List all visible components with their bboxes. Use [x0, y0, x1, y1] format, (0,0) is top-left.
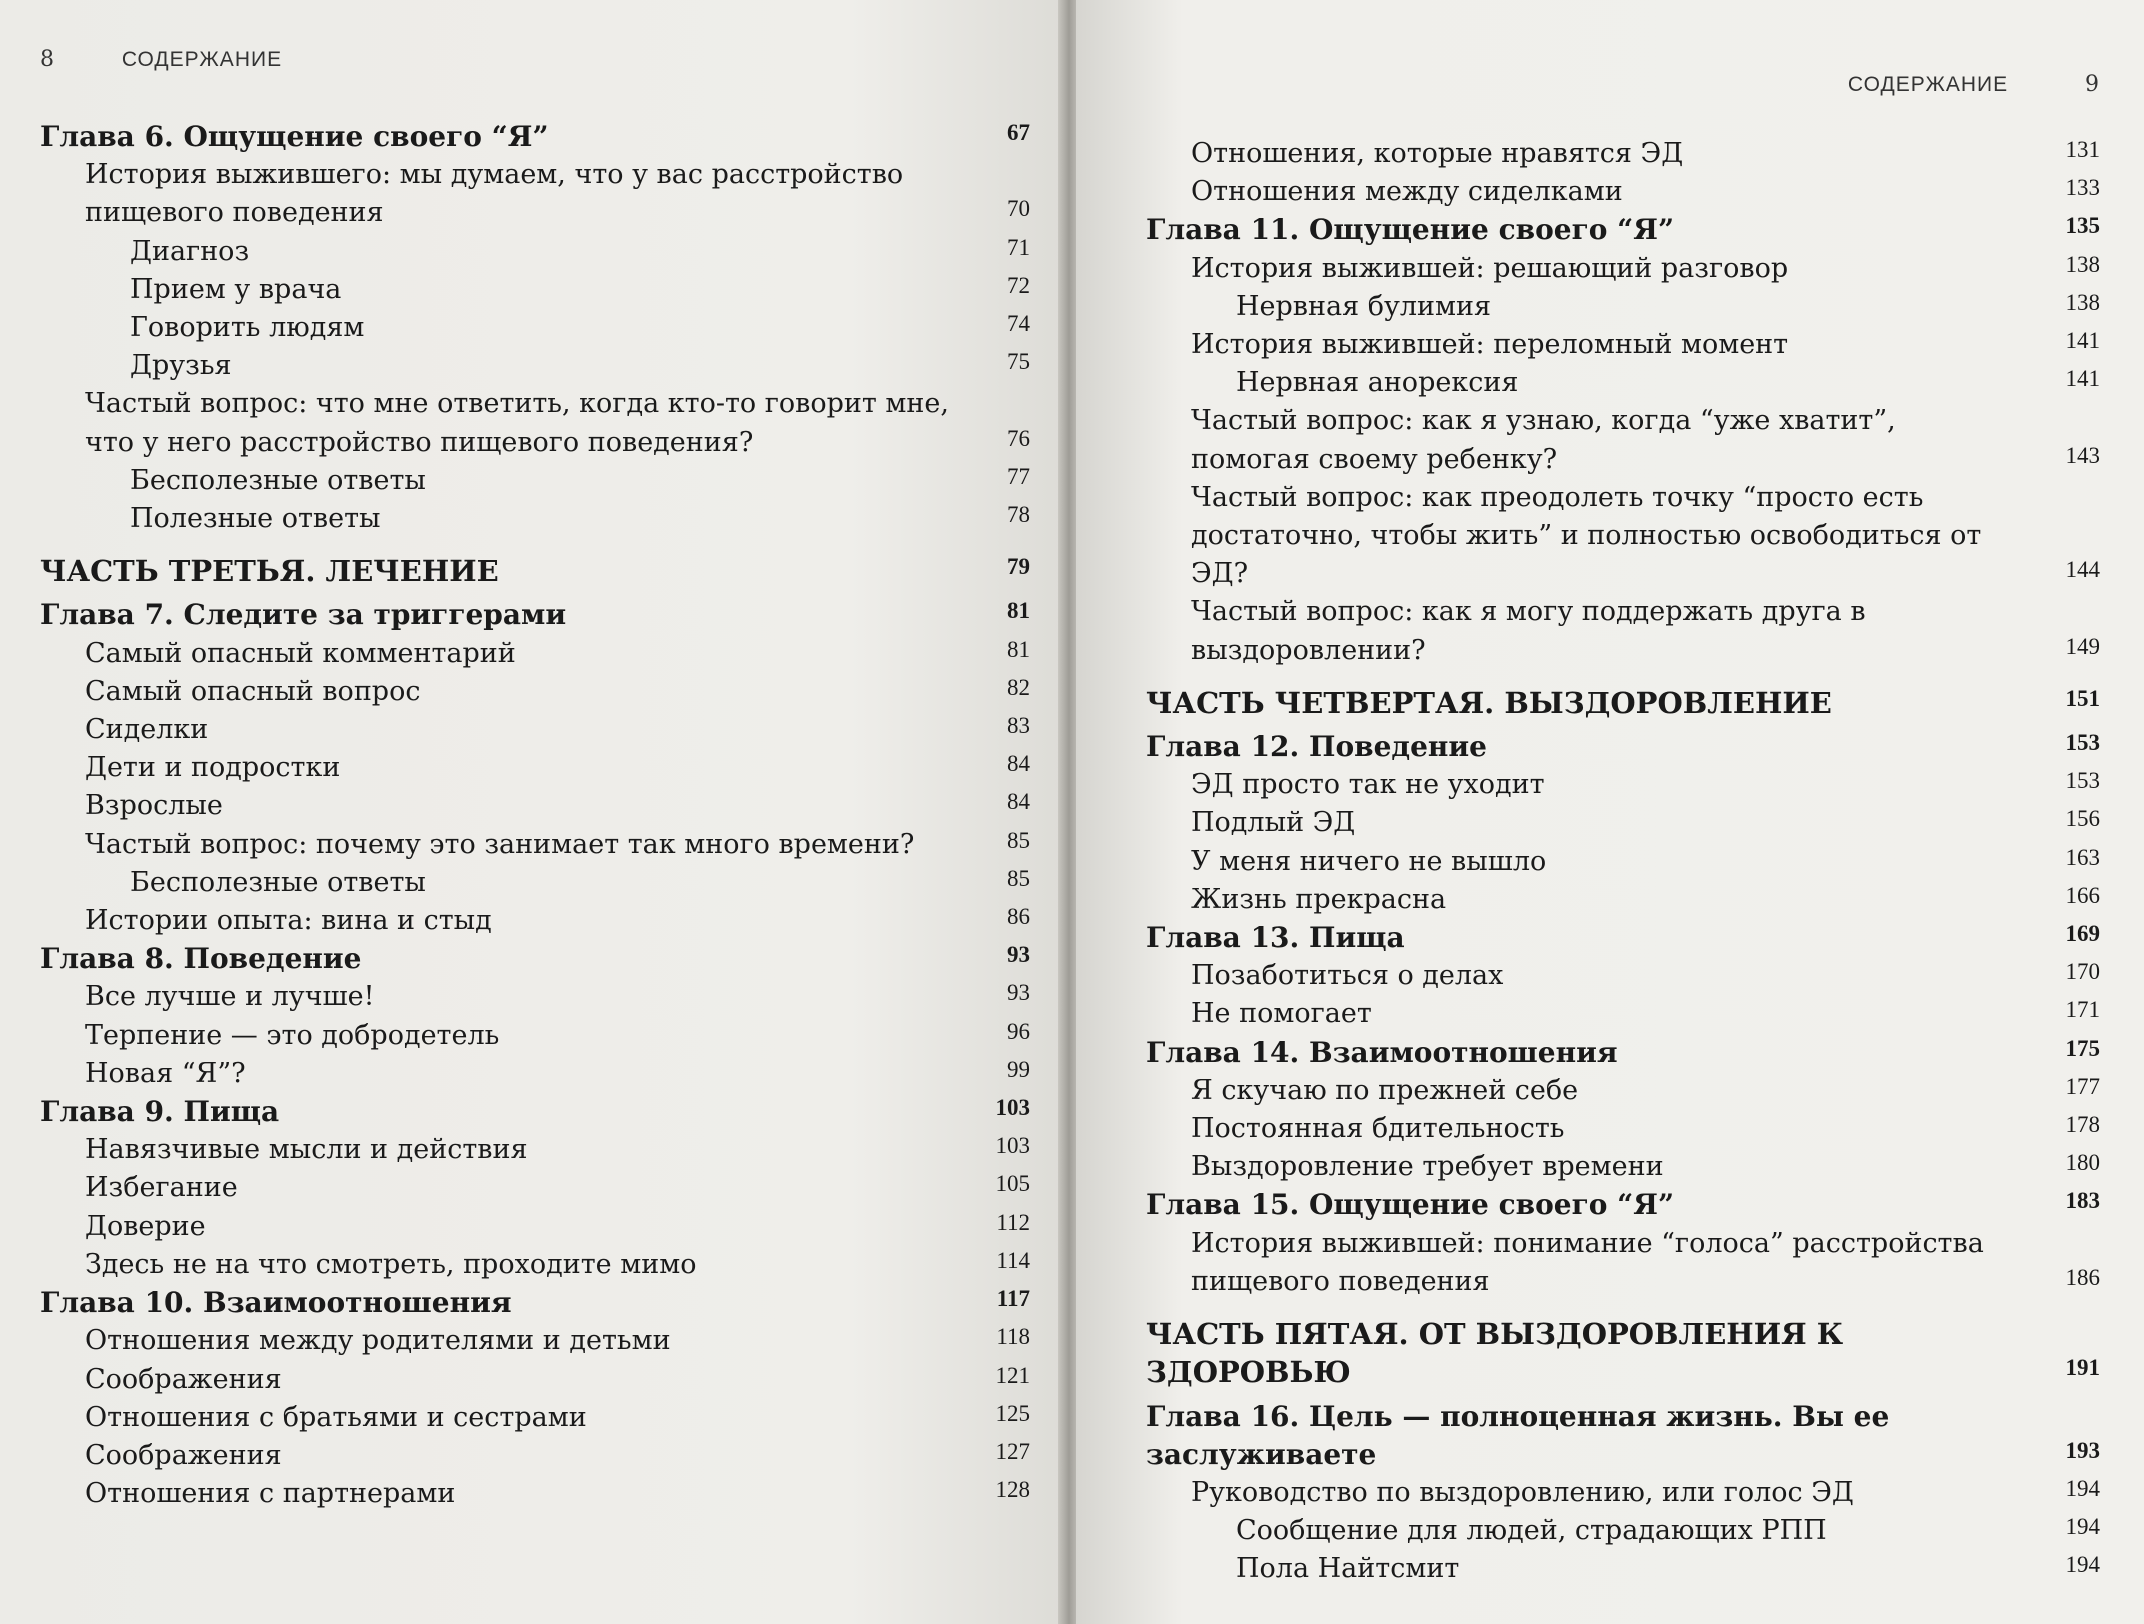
toc-entry-page: 67: [1007, 120, 1030, 145]
toc-entry: [1146, 402, 2100, 478]
toc-entry-title: Истории опыта: вина и стыд: [85, 905, 492, 937]
toc-entry-title: Говорить людям: [130, 312, 365, 344]
toc-entry-title: Все лучше и лучше!: [85, 981, 375, 1013]
toc-entry: [40, 635, 1030, 673]
toc-entry-title: Выздоровление требует времени: [1191, 1151, 1664, 1183]
toc-entry: [40, 673, 1030, 711]
toc-part-entry: [40, 552, 1030, 590]
toc-entry-title: История выжившего: мы думаем, что у вас расстройство пищевого поведения: [85, 159, 904, 229]
toc-entry-page: 138: [2065, 251, 2100, 277]
toc-chapter-entry: [1146, 1034, 2100, 1072]
toc-entry: [40, 1131, 1030, 1169]
toc-entry-title: ЭД просто так не уходит: [1191, 769, 1545, 801]
toc-entry-page: 153: [2065, 730, 2100, 756]
toc-entry-page: 118: [996, 1324, 1030, 1350]
toc-entry-title: ЧАСТЬ ТРЕТЬЯ. ЛЕЧЕНИЕ: [40, 554, 499, 589]
toc-entry-page: 135: [2065, 213, 2100, 239]
toc-entry: [40, 711, 1030, 749]
toc-entry: [1146, 1072, 2100, 1110]
toc-entry-title: История выжившей: понимание “голоса” расстройства пищевого поведения: [1191, 1227, 1984, 1297]
toc-entry-page: 85: [1007, 827, 1030, 853]
toc-entry-title: Глава 11. Ощущение своего “Я”: [1146, 213, 1675, 247]
toc-entry: [40, 500, 1030, 538]
toc-entry-page: 78: [1007, 502, 1030, 528]
right-toc: [1146, 135, 2100, 1589]
toc-entry-title: Самый опасный комментарий: [85, 637, 516, 669]
toc-entry: [1146, 326, 2100, 364]
toc-chapter-entry: [1146, 1186, 2100, 1224]
toc-entry-page: 105: [995, 1171, 1030, 1197]
toc-entry-title: Друзья: [130, 350, 232, 382]
toc-entry: [40, 1399, 1030, 1437]
toc-entry-title: Полезные ответы: [130, 503, 381, 535]
toc-entry-page: 72: [1007, 272, 1030, 298]
toc-entry-title: Глава 15. Ощущение своего “Я”: [1146, 1188, 1675, 1222]
toc-entry: [40, 309, 1030, 347]
toc-entry: [40, 1169, 1030, 1207]
toc-entry-title: Глава 6. Ощущение своего “Я”: [40, 120, 549, 153]
toc-entry-page: 133: [2065, 175, 2100, 201]
toc-entry-title: Глава 16. Цель — полноценная жизнь. Вы ее заслуживаете: [1146, 1399, 1890, 1471]
toc-entry: [1146, 957, 2100, 995]
toc-entry-page: 141: [2065, 366, 2100, 392]
toc-entry-page: 76: [1007, 425, 1030, 451]
toc-entry-title: Глава 10. Взаимоотношения: [40, 1286, 512, 1320]
toc-chapter-entry: [1146, 1398, 2100, 1474]
left-page-number: 8: [40, 47, 55, 72]
toc-entry-page: 193: [2065, 1437, 2100, 1463]
toc-entry-title: Я скучаю по прежней себе: [1191, 1074, 1579, 1106]
toc-entry-page: 121: [995, 1362, 1030, 1388]
toc-entry: [40, 271, 1030, 309]
toc-entry-page: 103: [995, 1095, 1030, 1121]
toc-entry-title: Избегание: [85, 1172, 238, 1204]
toc-entry-title: Навязчивые мысли и действия: [85, 1134, 528, 1166]
toc-entry-page: 151: [2065, 685, 2100, 711]
toc-entry-page: 125: [995, 1400, 1030, 1426]
toc-entry-title: Глава 8. Поведение: [40, 942, 362, 976]
toc-entry-page: 79: [1007, 554, 1030, 580]
toc-entry-title: Частый вопрос: что мне ответить, когда кто-то говорит мне, что у него расстройство пищевого поведения?: [85, 388, 949, 458]
toc-entry-title: Позаботиться о делах: [1191, 960, 1504, 992]
toc-entry-title: Подлый ЭД: [1191, 807, 1356, 839]
toc-entry-page: 141: [2065, 328, 2100, 354]
toc-entry: [1146, 135, 2100, 173]
toc-entry-title: Нервная булимия: [1236, 290, 1492, 322]
toc-entry-title: ЧАСТЬ ЧЕТВЕРТАЯ. ВЫЗДОРОВЛЕНИЕ: [1146, 685, 1832, 720]
toc-entry: [40, 749, 1030, 787]
right-page: [1076, 0, 2144, 1624]
toc-entry-page: 169: [2065, 921, 2100, 947]
toc-entry-page: 138: [2065, 289, 2100, 315]
toc-entry: [1146, 479, 2100, 594]
left-running-head: СОДЕРЖАНИЕ: [121, 48, 283, 71]
left-running-header: [40, 47, 282, 72]
toc-entry-title: Бесполезные ответы: [130, 866, 426, 898]
toc-entry-page: 84: [1007, 751, 1030, 777]
toc-entry-page: 194: [2065, 1514, 2100, 1540]
toc-entry-page: 81: [1007, 598, 1030, 624]
toc-entry-page: 93: [1007, 980, 1030, 1006]
toc-chapter-entry: [40, 596, 1030, 634]
toc-entry-page: 82: [1007, 674, 1030, 700]
toc-entry: [1146, 843, 2100, 881]
toc-chapter-entry: [40, 940, 1030, 978]
toc-entry: [1146, 288, 2100, 326]
right-page-number: 9: [2085, 72, 2100, 97]
toc-chapter-entry: [40, 1093, 1030, 1131]
toc-entry-page: 177: [2065, 1073, 2100, 1099]
toc-entry-title: Отношения между сиделками: [1191, 176, 1623, 208]
right-running-header: [1848, 72, 2100, 97]
toc-entry-page: 156: [2065, 806, 2100, 832]
toc-entry-title: Частый вопрос: почему это занимает так много времени?: [85, 828, 915, 860]
toc-entry-page: 127: [995, 1438, 1030, 1464]
left-page: [0, 0, 1062, 1624]
toc-entry-title: Глава 7. Следите за триггерами: [40, 598, 567, 632]
toc-chapter-entry: [1146, 728, 2100, 766]
toc-entry-page: 103: [995, 1133, 1030, 1159]
toc-entry-title: История выжившей: переломный момент: [1191, 329, 1789, 361]
toc-entry-page: 75: [1007, 349, 1030, 375]
toc-chapter-entry: [40, 118, 1030, 156]
toc-entry: [40, 1246, 1030, 1284]
toc-entry-page: 171: [2065, 997, 2100, 1023]
toc-entry-page: 153: [2065, 768, 2100, 794]
toc-entry-page: 81: [1007, 636, 1030, 662]
toc-entry: [40, 1437, 1030, 1475]
toc-entry: [1146, 1550, 2100, 1588]
toc-entry-title: Руководство по выздоровлению, или голос ЭД: [1191, 1476, 1854, 1508]
toc-entry-title: Частый вопрос: как я узнаю, когда “уже хватит”, помогая своему ребенку?: [1191, 405, 1896, 475]
toc-entry: [40, 787, 1030, 825]
toc-entry-page: 85: [1007, 865, 1030, 891]
toc-entry-page: 70: [1007, 196, 1030, 222]
toc-entry-page: 166: [2065, 882, 2100, 908]
toc-entry-page: 84: [1007, 789, 1030, 815]
toc-entry-title: Диагноз: [130, 235, 250, 267]
toc-entry-title: Прием у врача: [130, 273, 342, 305]
toc-entry-page: 170: [2065, 959, 2100, 985]
toc-entry-page: 183: [2065, 1188, 2100, 1214]
toc-entry: [40, 1322, 1030, 1360]
toc-entry-page: 163: [2065, 844, 2100, 870]
toc-entry-title: Глава 13. Пища: [1146, 921, 1405, 955]
toc-entry: [1146, 881, 2100, 919]
toc-entry: [40, 1055, 1030, 1093]
toc-entry-page: 128: [995, 1477, 1030, 1503]
toc-entry-page: 186: [2065, 1264, 2100, 1290]
toc-entry: [40, 385, 1030, 461]
toc-entry-title: Взрослые: [85, 790, 223, 822]
toc-entry-page: 175: [2065, 1035, 2100, 1061]
toc-entry-page: 96: [1007, 1018, 1030, 1044]
toc-entry: [1146, 766, 2100, 804]
toc-entry: [1146, 593, 2100, 669]
toc-entry-title: Отношения, которые нравятся ЭД: [1191, 138, 1684, 169]
toc-entry-page: 149: [2065, 633, 2100, 659]
toc-entry-title: Отношения с братьями и сестрами: [85, 1401, 587, 1433]
toc-chapter-entry: [40, 1284, 1030, 1322]
toc-entry-page: 99: [1007, 1056, 1030, 1082]
toc-chapter-entry: [1146, 919, 2100, 957]
toc-entry: [1146, 173, 2100, 211]
toc-entry: [40, 347, 1030, 385]
toc-entry: [40, 864, 1030, 902]
toc-entry-page: 178: [2065, 1112, 2100, 1138]
toc-entry-title: Сообщение для людей, страдающих РПП: [1236, 1515, 1827, 1547]
toc-entry-page: 77: [1007, 463, 1030, 489]
toc-entry-title: Постоянная бдительность: [1191, 1113, 1565, 1145]
toc-entry-title: Глава 9. Пища: [40, 1095, 280, 1129]
toc-entry-page: 117: [996, 1286, 1030, 1312]
toc-entry: [40, 826, 1030, 864]
toc-entry-title: Новая “Я”?: [85, 1057, 246, 1089]
toc-entry-title: Частый вопрос: как я могу поддержать друга в выздоровлении?: [1191, 596, 1866, 666]
right-running-head: СОДЕРЖАНИЕ: [1847, 73, 2009, 96]
toc-entry-title: Глава 12. Поведение: [1146, 730, 1487, 764]
toc-entry-page: 86: [1007, 904, 1030, 930]
toc-entry: [40, 1017, 1030, 1055]
toc-entry: [40, 462, 1030, 500]
toc-entry-title: Здесь не на что смотреть, проходите мимо: [85, 1248, 697, 1280]
toc-entry: [1146, 1225, 2100, 1301]
toc-entry: [1146, 1110, 2100, 1148]
toc-entry-title: Терпение — это добродетель: [85, 1019, 500, 1051]
toc-entry-title: Жизнь прекрасна: [1191, 883, 1447, 915]
toc-entry-title: Соображения: [85, 1363, 282, 1395]
toc-entry-page: 143: [2065, 442, 2100, 468]
toc-entry-title: Отношения с партнерами: [85, 1478, 456, 1510]
toc-entry-page: 191: [2065, 1355, 2100, 1381]
toc-entry-title: История выжившей: решающий разговор: [1191, 252, 1789, 284]
toc-entry-title: Отношения между родителями и детьми: [85, 1325, 671, 1357]
left-toc: [40, 118, 1030, 1513]
toc-entry-title: Соображения: [85, 1439, 282, 1471]
toc-entry-page: 93: [1007, 942, 1030, 968]
toc-entry: [40, 1361, 1030, 1399]
toc-entry-title: ЧАСТЬ ПЯТАЯ. ОТ ВЫЗДОРОВЛЕНИЯ К ЗДОРОВЬЮ: [1146, 1317, 1844, 1390]
toc-entry: [1146, 364, 2100, 402]
toc-entry-title: Частый вопрос: как преодолеть точку “просто есть достаточно, чтобы жить” и полностью освободиться от ЭД?: [1191, 481, 1982, 590]
toc-entry-page: 114: [996, 1247, 1030, 1273]
toc-part-entry: [1146, 1315, 2100, 1391]
toc-entry: [1146, 1512, 2100, 1550]
toc-entry-title: Бесполезные ответы: [130, 464, 426, 496]
toc-entry-page: 144: [2065, 557, 2100, 583]
toc-chapter-entry: [1146, 211, 2100, 249]
toc-entry-title: У меня ничего не вышло: [1191, 845, 1547, 877]
toc-entry-page: 83: [1007, 713, 1030, 739]
toc-entry-title: Сиделки: [85, 714, 209, 746]
toc-entry-page: 71: [1007, 234, 1030, 260]
toc-entry-title: Глава 14. Взаимоотношения: [1146, 1035, 1618, 1069]
toc-entry: [1146, 995, 2100, 1033]
toc-entry-page: 112: [996, 1209, 1030, 1235]
toc-entry-page: 74: [1007, 311, 1030, 337]
toc-entry: [40, 1208, 1030, 1246]
toc-entry: [1146, 1474, 2100, 1512]
toc-part-entry: [1146, 684, 2100, 722]
toc-entry-page: 194: [2065, 1552, 2100, 1578]
toc-entry-page: 131: [2065, 137, 2100, 162]
toc-entry-page: 194: [2065, 1475, 2100, 1501]
toc-entry: [40, 1475, 1030, 1513]
toc-entry: [40, 902, 1030, 940]
toc-entry: [1146, 804, 2100, 842]
toc-entry: [1146, 250, 2100, 288]
toc-entry-page: 180: [2065, 1150, 2100, 1176]
toc-entry-title: Не помогает: [1191, 998, 1372, 1030]
toc-entry-title: Пола Найтсмит: [1236, 1553, 1460, 1585]
toc-entry: [40, 156, 1030, 232]
toc-entry-title: Самый опасный вопрос: [85, 675, 421, 707]
toc-entry: [40, 233, 1030, 271]
toc-entry-title: Нервная анорексия: [1236, 367, 1519, 399]
toc-entry: [40, 978, 1030, 1016]
toc-entry-title: Доверие: [85, 1210, 206, 1242]
toc-entry: [1146, 1148, 2100, 1186]
toc-entry-title: Дети и подростки: [85, 752, 341, 784]
